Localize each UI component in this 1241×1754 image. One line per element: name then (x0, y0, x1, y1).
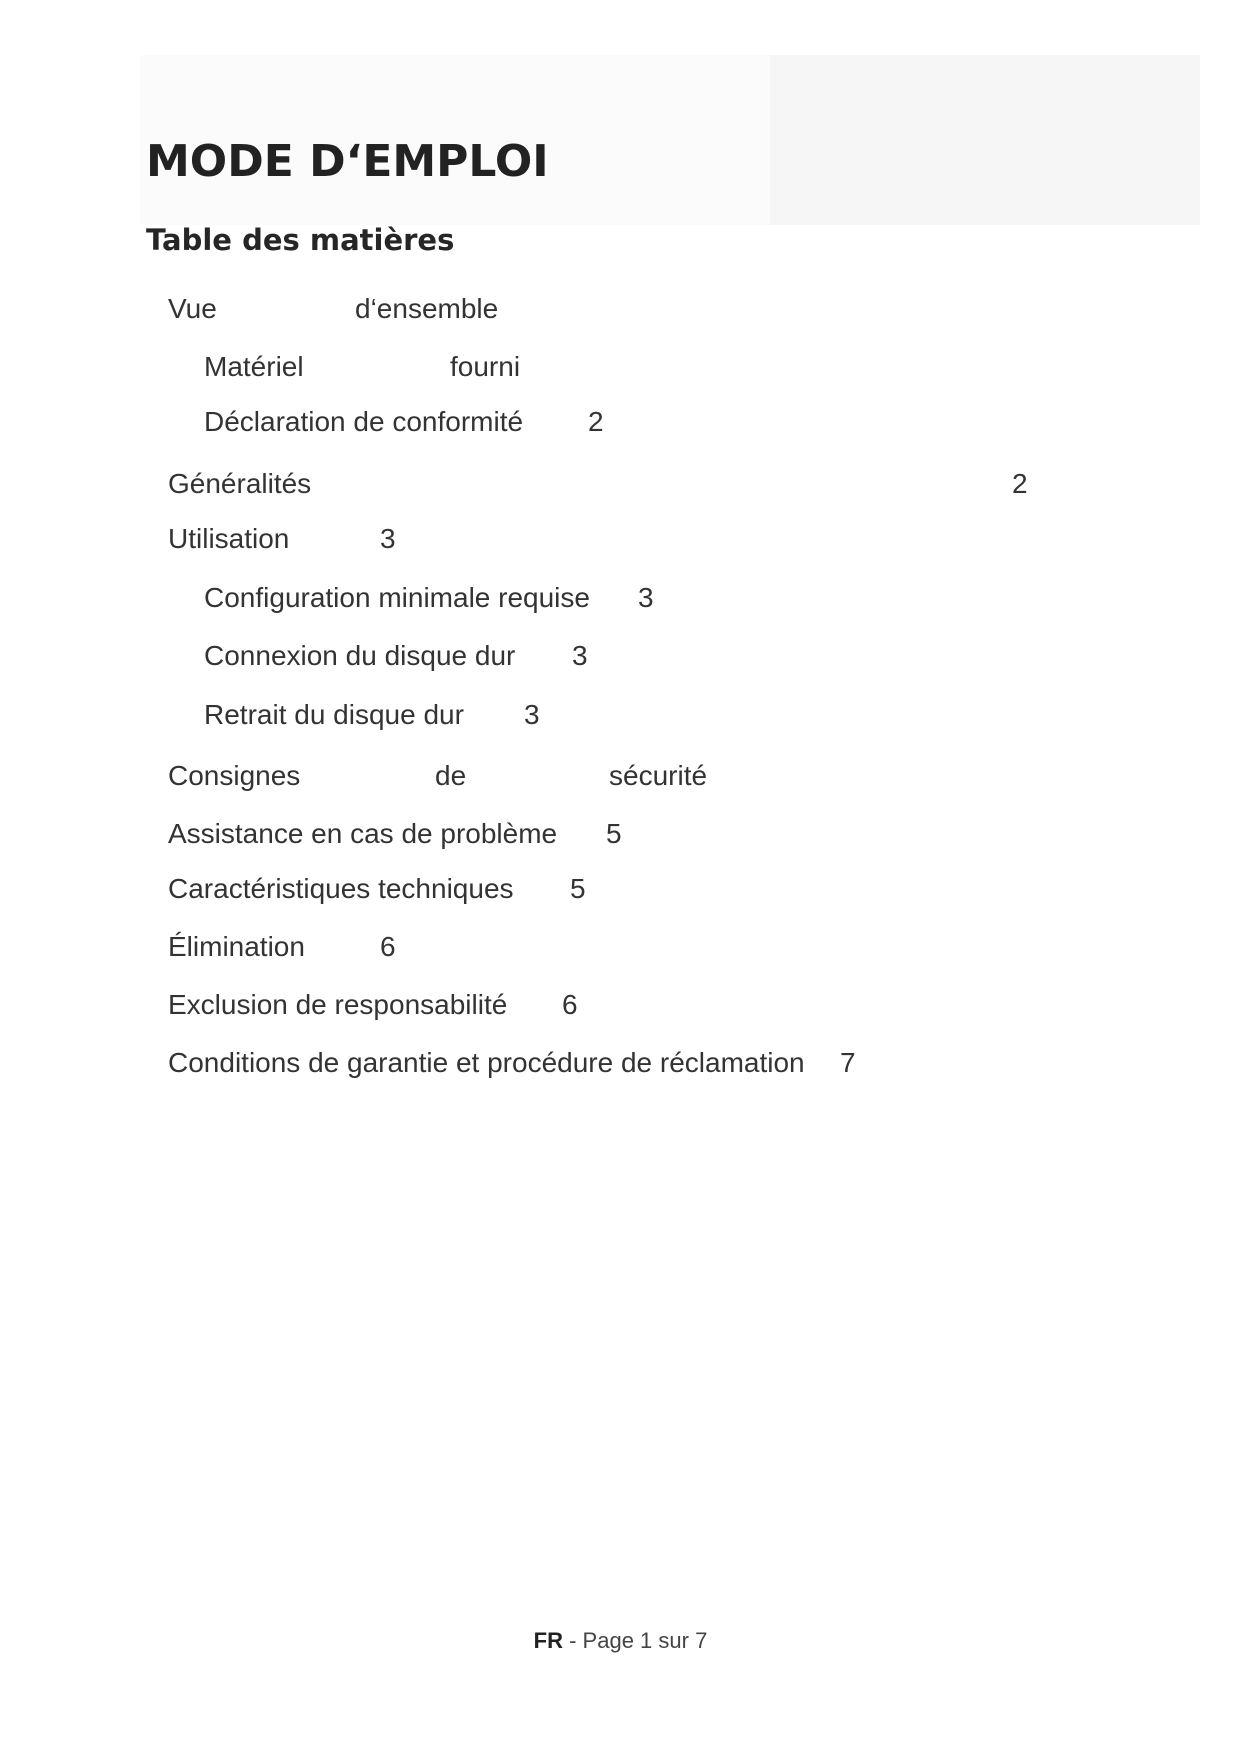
toc-entry-text: Élimination (168, 931, 305, 962)
toc-entry-text: Utilisation (168, 523, 290, 554)
toc-entry-page-number: 7 (840, 1047, 856, 1078)
toc-entry-page-number: 2 (588, 406, 604, 437)
page-footer (0, 1628, 1241, 1654)
toc-entry-page-number: 3 (572, 640, 588, 671)
toc-entry-page-number: 3 (380, 523, 396, 554)
toc-entry-page-number: 6 (562, 989, 578, 1020)
toc-entry-text: Conditions de garantie et procédure de réclamation (168, 1047, 805, 1078)
toc-entry-text: Matériel (204, 351, 304, 382)
toc-entry-page-number: 6 (380, 931, 396, 962)
toc-entry-text: Consignes (168, 760, 301, 791)
toc-entry-text: Configuration minimale requise (204, 582, 590, 613)
toc-entry-text: Vue (168, 293, 217, 324)
toc-entry-text: Déclaration de conformité (204, 406, 524, 437)
footer-page-indicator: - Page 1 sur 7 (563, 1628, 708, 1653)
toc-heading: Table des matières (146, 223, 455, 257)
footer-language: FR (533, 1628, 563, 1653)
toc-entry-text: fourni (450, 351, 521, 382)
toc-entry-text: de (435, 760, 467, 791)
toc-entry-text: Connexion du disque dur (204, 640, 516, 671)
toc-entry-text: Exclusion de responsabilité (168, 989, 508, 1020)
toc-entry-text: Caractéristiques techniques (168, 873, 514, 904)
toc-entry-page-number: 5 (606, 818, 622, 849)
toc-entry-text: Retrait du disque dur (204, 699, 464, 730)
toc-entry-page-number: 3 (638, 582, 654, 613)
toc-entry-page-number: 3 (524, 699, 540, 730)
toc-entry-page-number: 2 (1012, 468, 1028, 499)
toc-entry-text: sécurité (609, 760, 708, 791)
toc-entry-page-number: 5 (570, 873, 586, 904)
page-header-background-right (770, 55, 1200, 225)
document-title: MODE D‘EMPLOI (146, 136, 549, 187)
toc-entry-text: Assistance en cas de problème (168, 818, 558, 849)
toc-entry-text: d‘ensemble (355, 293, 499, 324)
toc-entry-text: Généralités (168, 468, 312, 499)
